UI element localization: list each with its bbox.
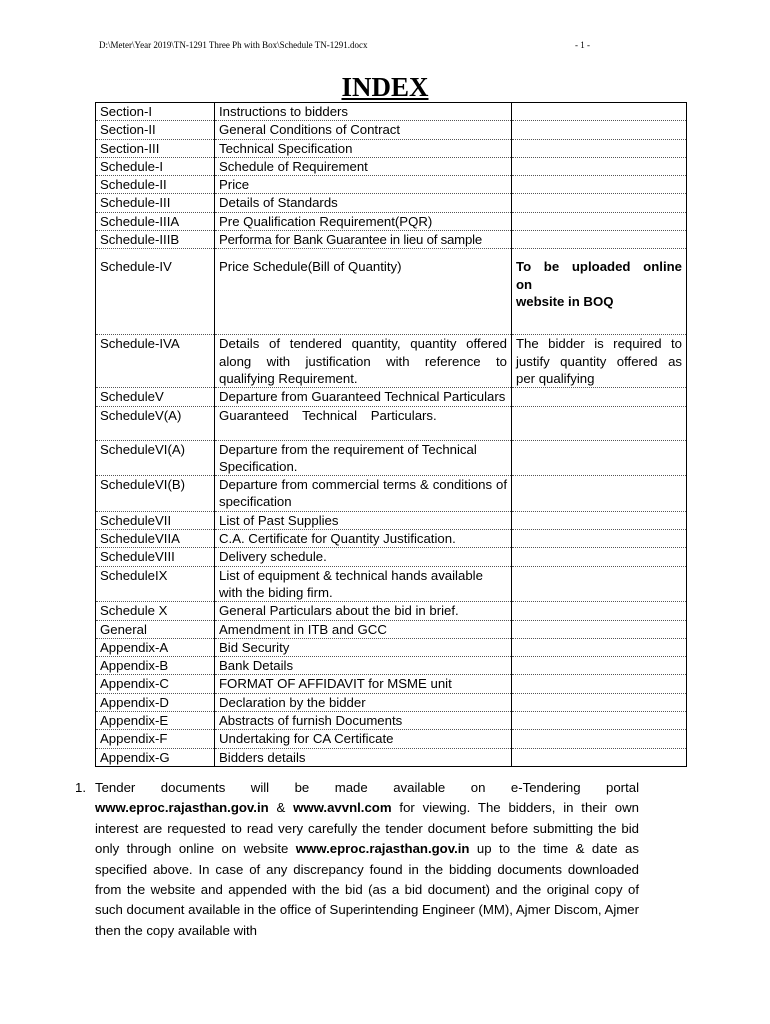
table-row <box>96 139 687 157</box>
index-cell-remark <box>512 440 687 476</box>
index-cell-label: Schedule-IVA <box>96 335 215 388</box>
table-row <box>96 121 687 139</box>
index-cell-label: Appendix-D <box>96 693 215 711</box>
index-cell-label: ScheduleV <box>96 388 215 406</box>
table-row <box>96 548 687 566</box>
index-cell-description: General Particulars about the bid in brief. <box>215 602 512 620</box>
index-cell-remark: The bidder is required to justify quantity offered as per qualifying <box>512 335 687 388</box>
index-cell-description: Pre Qualification Requirement(PQR) <box>215 212 512 230</box>
index-cell-label: ScheduleVI(A) <box>96 440 215 476</box>
page-number: - 1 - <box>575 40 590 50</box>
index-cell-label: Schedule-IIIB <box>96 231 215 249</box>
index-cell-description: Performa for Bank Guarantee in lieu of sample <box>215 231 512 249</box>
index-cell-remark <box>512 121 687 139</box>
table-row <box>96 388 687 406</box>
index-cell-remark <box>512 249 687 335</box>
index-cell-remark <box>512 176 687 194</box>
index-cell-remark <box>512 139 687 157</box>
table-row <box>96 212 687 230</box>
table-row <box>96 249 687 335</box>
table-row <box>96 693 687 711</box>
paragraph-text-segment: up to the time & date as specified above. In case of any discrepancy found in the bidding documents downloaded from the website and appended with the bid (as a bid document) and the original copy of such document available in the office of Superintending Engineer (MM), Ajmer Discom, Ajmer then the copy available with <box>95 841 639 938</box>
index-cell-description: List of equipment & technical hands available with the biding firm. <box>215 566 512 602</box>
index-cell-remark <box>512 675 687 693</box>
index-cell-label: Appendix-C <box>96 675 215 693</box>
index-cell-description: Bid Security <box>215 638 512 656</box>
index-cell-label: Schedule X <box>96 602 215 620</box>
paragraph-first-line: Tender documents will be made available on e-Tendering portal <box>95 780 639 795</box>
index-cell-remark <box>512 212 687 230</box>
table-row <box>96 511 687 529</box>
index-cell-label: Section-II <box>96 121 215 139</box>
index-cell-description: C.A. Certificate for Quantity Justification. <box>215 530 512 548</box>
index-cell-description: Schedule of Requirement <box>215 157 512 175</box>
eproc-link-2[interactable]: www.eproc.rajasthan.gov.in <box>295 841 470 857</box>
index-cell-description: Departure from Guaranteed Technical Particulars <box>215 388 512 406</box>
index-cell-label: ScheduleVII <box>96 511 215 529</box>
paragraph-ampersand: & <box>268 800 294 816</box>
index-cell-remark <box>512 566 687 602</box>
index-cell-remark <box>512 476 687 512</box>
index-cell-description: Price Schedule(Bill of Quantity) <box>215 249 512 335</box>
index-cell-remark <box>512 231 687 249</box>
boq-note-line: To be uploaded online <box>516 259 682 275</box>
index-cell-label: ScheduleIX <box>96 566 215 602</box>
index-cell-description: Instructions to bidders <box>215 103 512 121</box>
index-cell-remark <box>512 388 687 406</box>
index-cell-label: General <box>96 620 215 638</box>
table-row <box>96 638 687 656</box>
index-cell-description: Guaranteed Technical Particulars. <box>215 406 512 440</box>
table-row <box>96 157 687 175</box>
index-cell-label: Appendix-G <box>96 748 215 766</box>
index-cell-description: Delivery schedule. <box>215 548 512 566</box>
index-cell-label: ScheduleVIII <box>96 548 215 566</box>
index-cell-label: ScheduleV(A) <box>96 406 215 440</box>
index-cell-remark <box>512 406 687 440</box>
index-cell-remark <box>512 548 687 566</box>
index-cell-remark <box>512 103 687 121</box>
table-row <box>96 231 687 249</box>
index-cell-remark <box>512 157 687 175</box>
index-cell-label: Appendix-A <box>96 638 215 656</box>
index-cell-label: Section-I <box>96 103 215 121</box>
index-cell-description: Details of Standards <box>215 194 512 212</box>
table-row <box>96 476 687 512</box>
index-cell-label: ScheduleVIIA <box>96 530 215 548</box>
index-cell-label: Schedule-I <box>96 157 215 175</box>
index-cell-description: Technical Specification <box>215 139 512 157</box>
table-row <box>96 335 687 388</box>
index-cell-label: Schedule-III <box>96 194 215 212</box>
table-row <box>96 675 687 693</box>
index-cell-remark <box>512 530 687 548</box>
index-cell-remark <box>512 511 687 529</box>
index-cell-remark <box>512 194 687 212</box>
index-cell-label: Appendix-E <box>96 712 215 730</box>
table-row <box>96 748 687 766</box>
eproc-link[interactable]: www.eproc.rajasthan.gov.in <box>95 800 269 816</box>
index-cell-description: Abstracts of furnish Documents <box>215 712 512 730</box>
index-table <box>95 102 687 767</box>
index-cell-remark <box>512 602 687 620</box>
index-cell-remark <box>512 712 687 730</box>
index-cell-description: FORMAT OF AFFIDAVIT for MSME unit <box>215 675 512 693</box>
table-row <box>96 176 687 194</box>
table-row <box>96 657 687 675</box>
index-cell-description: Bank Details <box>215 657 512 675</box>
table-row <box>96 566 687 602</box>
index-cell-description: Declaration by the bidder <box>215 693 512 711</box>
index-cell-remark <box>512 638 687 656</box>
table-row <box>96 712 687 730</box>
index-cell-label: Section-III <box>96 139 215 157</box>
boq-note-line: website in BOQ <box>516 293 614 309</box>
paragraph-number: 1. <box>75 780 86 795</box>
index-cell-label: Appendix-F <box>96 730 215 748</box>
table-row <box>96 730 687 748</box>
index-cell-description: Departure from the requirement of Technical Specification. <box>215 440 512 476</box>
index-cell-description: Amendment in ITB and GCC <box>215 620 512 638</box>
table-row <box>96 620 687 638</box>
page-title: INDEX <box>341 72 429 102</box>
index-cell-remark <box>512 693 687 711</box>
paragraph-text <box>95 778 639 941</box>
paragraph-text-segment: for viewing. The bidders, in their own interest are requested to read very carefully the tender document before submitting the bid only through online on website <box>95 800 639 857</box>
index-cell-description: Undertaking for CA Certificate <box>215 730 512 748</box>
index-cell-description: Price <box>215 176 512 194</box>
table-row <box>96 602 687 620</box>
index-cell-description: General Conditions of Contract <box>215 121 512 139</box>
index-cell-description: Details of tendered quantity, quantity offered along with justification with reference to qualifying Requirement. <box>215 335 512 388</box>
table-row <box>96 440 687 476</box>
index-cell-description: Bidders details <box>215 748 512 766</box>
tender-paragraph <box>75 778 639 941</box>
index-cell-description: Departure from commercial terms & conditions of specification <box>215 476 512 512</box>
table-row <box>96 530 687 548</box>
index-cell-remark <box>512 730 687 748</box>
index-cell-label: Schedule-IIIA <box>96 212 215 230</box>
table-row <box>96 103 687 121</box>
paragraph-body <box>95 798 639 941</box>
index-cell-remark <box>512 657 687 675</box>
table-row <box>96 406 687 440</box>
index-cell-label: Schedule-IV <box>96 249 215 335</box>
index-cell-remark <box>512 748 687 766</box>
avvnl-link[interactable]: www.avvnl.com <box>293 800 392 816</box>
index-cell-label: ScheduleVI(B) <box>96 476 215 512</box>
index-cell-label: Schedule-II <box>96 176 215 194</box>
index-cell-remark <box>512 620 687 638</box>
index-cell-label: Appendix-B <box>96 657 215 675</box>
index-cell-description: List of Past Supplies <box>215 511 512 529</box>
table-row <box>96 194 687 212</box>
boq-note-line: on <box>516 276 533 292</box>
file-path-header: D:\Meter\Year 2019\TN-1291 Three Ph with Box\Schedule TN-1291.docx <box>99 40 368 50</box>
